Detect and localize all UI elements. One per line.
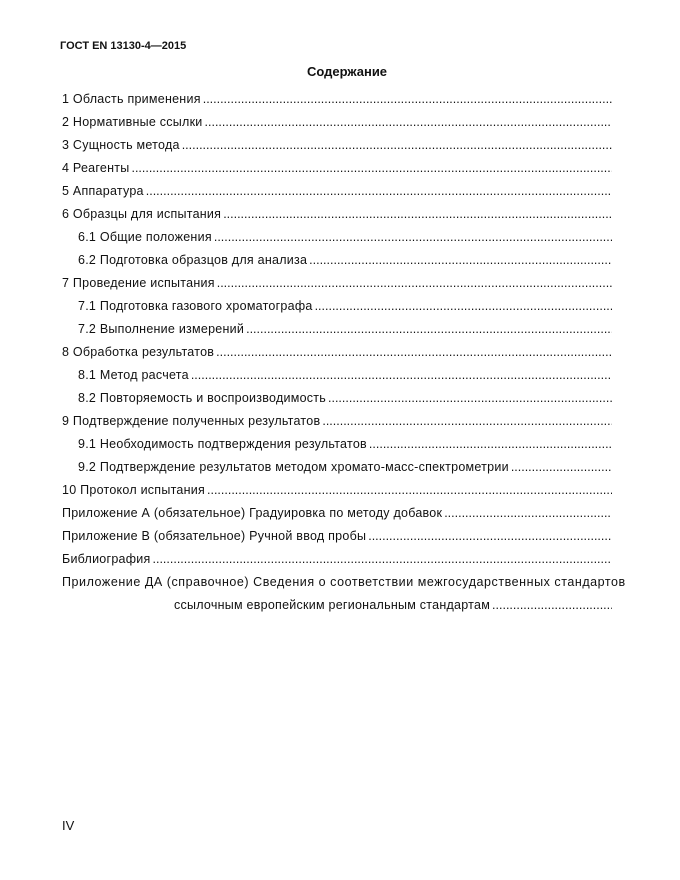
toc-entry-bibliography[interactable] xyxy=(62,550,612,568)
toc-entry-label: 8.2 Повторяемость и воспроизводимость xyxy=(78,391,327,405)
toc-entry-appendix-da-line2[interactable] xyxy=(174,596,612,614)
toc-entry-10[interactable] xyxy=(62,481,612,499)
toc-entry-label: 6.1 Общие положения xyxy=(78,230,212,244)
leader-dots xyxy=(191,366,612,384)
leader-dots xyxy=(328,389,612,407)
toc-entry-6-1[interactable] xyxy=(78,228,612,246)
toc-entry-label: 7.2 Выполнение измерений xyxy=(78,322,245,336)
toc-entry-label: 3 Сущность метода xyxy=(62,138,180,152)
toc-entry-6-2[interactable] xyxy=(78,251,612,269)
leader-dots xyxy=(368,527,612,545)
leader-dots xyxy=(203,90,612,108)
leader-dots xyxy=(146,182,612,200)
document-code: ГОСТ EN 13130-4—2015 xyxy=(60,40,187,52)
leader-dots xyxy=(322,412,612,430)
toc-entry-label: 7.1 Подготовка газового хроматографа xyxy=(78,299,313,313)
toc-entry-5[interactable] xyxy=(62,182,612,200)
leader-dots xyxy=(223,205,612,223)
leader-dots xyxy=(205,113,612,131)
toc-entry-label: Приложение А (обязательное) Градуировка по методу добавок xyxy=(62,506,443,520)
toc-entry-label: 5 Аппаратура xyxy=(62,184,144,198)
toc-entry-appendix-da-line1[interactable]: Приложение ДА (справочное) Сведения о соответствии межгосударственных стандартов xyxy=(62,575,626,589)
toc-entry-label: 9.2 Подтверждение результатов методом хромато-масс-спектрометрии xyxy=(78,460,509,474)
toc-entry-label: 9 Подтверждение полученных результатов xyxy=(62,414,321,428)
toc-entry-label: Приложение В (обязательное) Ручной ввод пробы xyxy=(62,529,367,543)
leader-dots xyxy=(369,435,612,453)
leader-dots xyxy=(309,251,612,269)
toc-entry-label: 8.1 Метод расчета xyxy=(78,368,189,382)
leader-dots xyxy=(131,159,612,177)
leader-dots xyxy=(153,550,612,568)
toc-entry-label: ссылочным европейским региональным стандартам xyxy=(174,598,491,612)
toc-entry-label: 6.2 Подготовка образцов для анализа xyxy=(78,253,308,267)
leader-dots xyxy=(182,136,612,154)
toc-entry-9-2[interactable] xyxy=(78,458,612,476)
toc-entry-7-2[interactable] xyxy=(78,320,612,338)
toc-entry-9[interactable] xyxy=(62,412,612,430)
toc-entry-label: 8 Обработка результатов xyxy=(62,345,215,359)
toc-entry-8[interactable] xyxy=(62,343,612,361)
toc-entry-label: 10 Протокол испытания xyxy=(62,483,206,497)
toc-entry-appendix-a[interactable] xyxy=(62,504,612,522)
toc-entry-label: 6 Образцы для испытания xyxy=(62,207,222,221)
toc-entry-label: Библиография xyxy=(62,552,151,566)
toc-entry-6[interactable] xyxy=(62,205,612,223)
toc-entry-1[interactable] xyxy=(62,90,612,108)
leader-dots xyxy=(216,343,612,361)
page-number: IV xyxy=(62,818,75,833)
toc-entry-label: 7 Проведение испытания xyxy=(62,276,215,290)
leader-dots xyxy=(214,228,612,246)
toc-entry-label: 4 Реагенты xyxy=(62,161,130,175)
leader-dots xyxy=(246,320,612,338)
toc-entry-7-1[interactable] xyxy=(78,297,612,315)
toc-entry-8-2[interactable] xyxy=(78,389,612,407)
toc-entry-2[interactable] xyxy=(62,113,612,131)
toc-entry-label: 2 Нормативные ссылки xyxy=(62,115,203,129)
toc-entry-label: 1 Область применения xyxy=(62,92,201,106)
leader-dots xyxy=(444,504,612,522)
leader-dots xyxy=(492,596,612,614)
page-title: Содержание xyxy=(306,64,388,79)
leader-dots xyxy=(315,297,612,315)
toc-entry-3[interactable] xyxy=(62,136,612,154)
toc-entry-appendix-b[interactable] xyxy=(62,527,612,545)
toc-entry-7[interactable] xyxy=(62,274,612,292)
leader-dots xyxy=(207,481,612,499)
leader-dots xyxy=(217,274,612,292)
toc-entry-4[interactable] xyxy=(62,159,612,177)
leader-dots xyxy=(511,458,612,476)
toc-entry-label: 9.1 Необходимость подтверждения результатов xyxy=(78,437,367,451)
toc-entry-9-1[interactable] xyxy=(78,435,612,453)
toc-entry-8-1[interactable] xyxy=(78,366,612,384)
